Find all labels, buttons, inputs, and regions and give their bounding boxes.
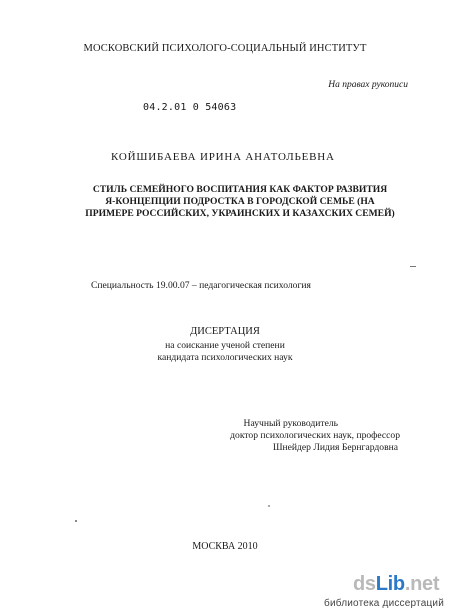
title-line-2: Я-КОНЦЕПЦИИ ПОДРОСТКА В ГОРОДСКОЙ СЕМЬЕ (НА (105, 196, 375, 207)
degree-description (0, 340, 450, 364)
dissertation-heading: ДИСЕРТАЦИЯ (190, 326, 260, 337)
author-name: КОЙШИБАЕВА ИРИНА АНАТОЛЬЕВНА (111, 151, 335, 163)
dissertation-title (60, 184, 420, 220)
degree-line-1: на соискание ученой степени (165, 340, 285, 351)
dslib-logo: dsLib.net (353, 573, 440, 595)
registration-code: 04.2.01 0 54063 (143, 102, 237, 113)
city-year: МОСКВА 2010 (192, 541, 258, 552)
advisor-degree: доктор психологических наук, профессор (230, 430, 400, 441)
institute-name: МОСКОВСКИЙ ПСИХОЛОГО-СОЦИАЛЬНЫЙ ИНСТИТУТ (83, 43, 367, 54)
advisor-title: Научный руководитель (243, 418, 338, 429)
advisor-name: Шнейдер Лидия Бернгардовна (272, 442, 398, 453)
specialty-line: Специальность 19.00.07 – педагогическая психология (91, 280, 311, 291)
manuscript-rights-note: На правах рукописи (328, 80, 408, 90)
dslib-tagline: библиотека диссертаций (324, 598, 444, 609)
scan-speck (75, 520, 77, 522)
title-line-3: ПРИМЕРЕ РОССИЙСКИХ, УКРАИНСКИХ И КАЗАХСКИХ СЕМЕЙ) (85, 208, 395, 219)
dslib-watermark[interactable] (300, 571, 448, 611)
scan-speck (268, 505, 270, 507)
scan-speck (410, 266, 416, 267)
title-line-1: СТИЛЬ СЕМЕЙНОГО ВОСПИТАНИЯ КАК ФАКТОР РАЗВИТИЯ (92, 184, 388, 195)
degree-line-2: кандидата психологических наук (157, 352, 293, 363)
